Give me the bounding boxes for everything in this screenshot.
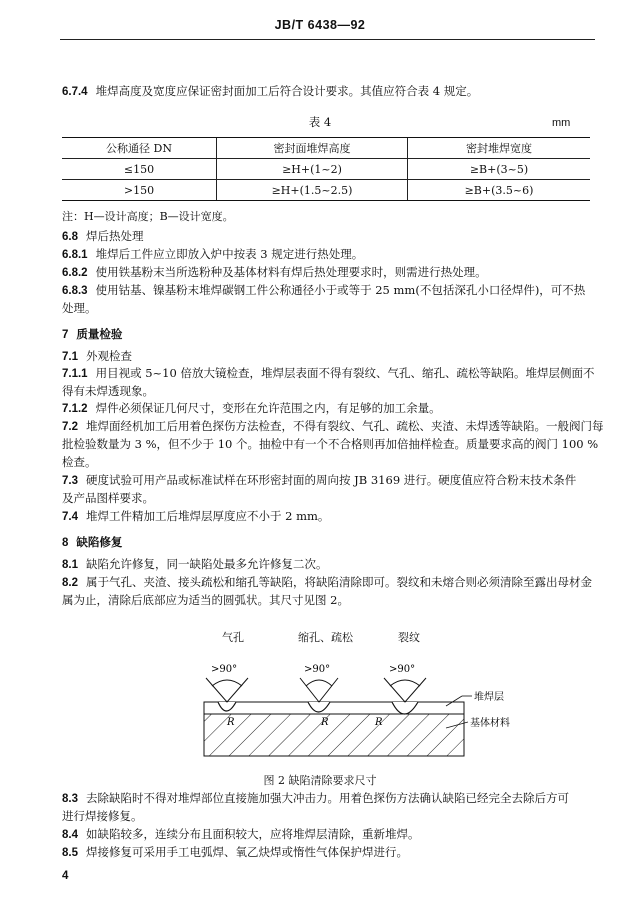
section-number: 6.8	[62, 231, 78, 243]
section-6-8	[62, 228, 144, 244]
page-number: 4	[62, 870, 69, 882]
clause-text: 堆焊面经机加工后用着色探伤方法检查，不得有裂纹、气孔、疏松、夹渣、未焊透等缺陷。一般阀门每	[86, 419, 604, 433]
clause-7-3-cont: 及产品图样要求。	[62, 491, 154, 505]
table-4	[62, 137, 590, 201]
clause-number: 6.8.1	[62, 249, 88, 261]
clause-7-2-cont: 检查。	[62, 455, 97, 469]
radius-label: R	[227, 717, 235, 728]
figure-label-crack: 裂纹	[398, 631, 420, 644]
figure-label-porosity: 气孔	[222, 631, 244, 644]
clause-number: 8.5	[62, 847, 78, 859]
clause-6-8-3-cont: 处理。	[62, 301, 97, 315]
clause-6-8-1	[62, 246, 363, 262]
table-header-row	[62, 138, 590, 159]
table-4-title: 表 4	[308, 115, 332, 129]
section-number: 7	[62, 329, 69, 341]
table-cell: ≥B+(3.5~6)	[408, 180, 591, 201]
clause-number: 7.3	[62, 475, 78, 487]
section-7	[62, 326, 122, 342]
clause-text: 使用钴基、镍基粉末堆焊碳钢工件公称通径小于或等于 25 mm(不包括深孔小口径焊件)，可不热	[95, 283, 586, 297]
clause-text: 焊接修复可采用手工电弧焊、氧乙炔焊或惰性气体保护焊进行。	[86, 845, 408, 859]
page-header: JB/T 6438—92	[274, 18, 366, 32]
clause-text: 属于气孔、夹渣、接头疏松和缩孔等缺陷，将缺陷清除即可。裂纹和未熔合则必须清除至露出母材金	[86, 575, 592, 589]
clause-number: 6.7.4	[62, 86, 88, 98]
clause-7-1-2	[62, 400, 441, 416]
clause-text: 堆焊高度及宽度应保证密封面加工后符合设计要求。其值应符合表 4 规定。	[95, 84, 479, 98]
section-title: 焊后热处理	[86, 229, 144, 243]
radius-label: R	[321, 717, 329, 728]
clause-7-2	[62, 418, 604, 434]
clause-7-1-1	[62, 365, 594, 381]
clause-6-7-4	[62, 83, 478, 99]
angle-lines	[206, 678, 426, 702]
clause-7-3	[62, 472, 576, 488]
clause-8-4	[62, 826, 420, 842]
clause-text: 使用铁基粉末当所选粉种及基体材料有焊后热处理要求时，则需进行热处理。	[95, 265, 487, 279]
clause-6-8-2	[62, 264, 487, 280]
clause-text: 用目视或 5~10 倍放大镜检查，堆焊层表面不得有裂纹、气孔、缩孔、疏松等缺陷。堆焊层侧面不	[95, 366, 595, 380]
clause-text: 堆焊工件精加工后堆焊层厚度应不小于 2 mm。	[86, 509, 330, 523]
section-8	[62, 534, 122, 550]
clause-8-1	[62, 556, 328, 572]
section-title: 外观检查	[86, 349, 132, 363]
figure-2-caption: 图 2 缺陷清除要求尺寸	[263, 774, 377, 787]
section-7-1	[62, 348, 132, 364]
clause-7-1-1-cont: 得有未焊透现象。	[62, 384, 154, 398]
table-cell: ≤150	[62, 159, 217, 180]
section-number: 8	[62, 537, 69, 549]
section-title: 质量检验	[76, 327, 123, 341]
table-cell: ≥H+(1~2)	[217, 159, 408, 180]
layer-label: 堆焊层	[474, 692, 504, 703]
base-label: 基体材料	[470, 718, 510, 729]
table-row	[62, 180, 590, 201]
clause-8-2-cont: 属为止，清除后底部应为适当的圆弧状。其尺寸见图 2。	[62, 593, 349, 607]
clause-8-5	[62, 844, 408, 860]
clause-8-3-cont: 进行焊接修复。	[62, 809, 143, 823]
clause-number: 7.4	[62, 511, 78, 523]
table-header-cell: 密封面堆焊高度	[217, 138, 408, 159]
clause-7-2-cont: 批检验数量为 3 %，但不少于 10 个。抽检中有一个不合格则再加倍抽样检查。质量要求高的阀门 100 %	[62, 437, 599, 451]
clause-number: 8.1	[62, 559, 78, 571]
clause-text: 硬度试验可用产品或标准试样在环形密封面的周向按 JB 3169 进行。硬度值应符合粉末技术条件	[86, 473, 577, 487]
clause-number: 8.2	[62, 577, 78, 589]
weld-overlay-layer	[204, 702, 464, 714]
clause-number: 7.1.2	[62, 403, 88, 415]
table-4-unit: mm	[552, 117, 571, 129]
clause-number: 6.8.2	[62, 267, 88, 279]
clause-text: 去除缺陷时不得对堆焊部位直接施加强大冲击力。用着色探伤方法确认缺陷已经完全去除后方可	[86, 791, 569, 805]
radius-label: R	[375, 717, 383, 728]
clause-6-8-3	[62, 282, 585, 298]
angle-annotation: >90°	[389, 664, 416, 675]
clause-number: 6.8.3	[62, 285, 88, 297]
clause-text: 缺陷允许修复，同一缺陷处最多允许修复二次。	[86, 557, 328, 571]
figure-label-shrinkage: 缩孔、疏松	[298, 631, 353, 644]
table-cell: ≥H+(1.5~2.5)	[217, 180, 408, 201]
figure-2-diagram	[196, 650, 536, 762]
clause-number: 7.1.1	[62, 368, 88, 380]
angle-annotation: >90°	[211, 664, 238, 675]
clause-text: 如缺陷较多，连续分布且面积较大，应将堆焊层清除，重新堆焊。	[86, 827, 420, 841]
header-rule	[60, 39, 595, 40]
angle-annotation: >90°	[304, 664, 331, 675]
clause-8-3	[62, 790, 569, 806]
base-material	[204, 712, 464, 756]
section-title: 缺陷修复	[76, 535, 123, 549]
table-header-cell: 公称通径 DN	[62, 138, 217, 159]
section-number: 7.1	[62, 351, 78, 363]
table-cell: ≥B+(3~5)	[408, 159, 591, 180]
table-cell: >150	[62, 180, 217, 201]
clause-number: 7.2	[62, 421, 78, 433]
table-row	[62, 159, 590, 180]
table-header-cell: 密封堆焊宽度	[408, 138, 591, 159]
table-note: 注：H—设计高度；B—设计宽度。	[62, 210, 234, 223]
clause-8-2	[62, 574, 592, 590]
clause-7-4	[62, 508, 329, 524]
clause-number: 8.3	[62, 793, 78, 805]
clause-text: 堆焊后工件应立即放入炉中按表 3 规定进行热处理。	[95, 247, 364, 261]
clause-number: 8.4	[62, 829, 78, 841]
clause-text: 焊件必须保证几何尺寸，变形在允许范围之内，有足够的加工余量。	[95, 401, 441, 415]
